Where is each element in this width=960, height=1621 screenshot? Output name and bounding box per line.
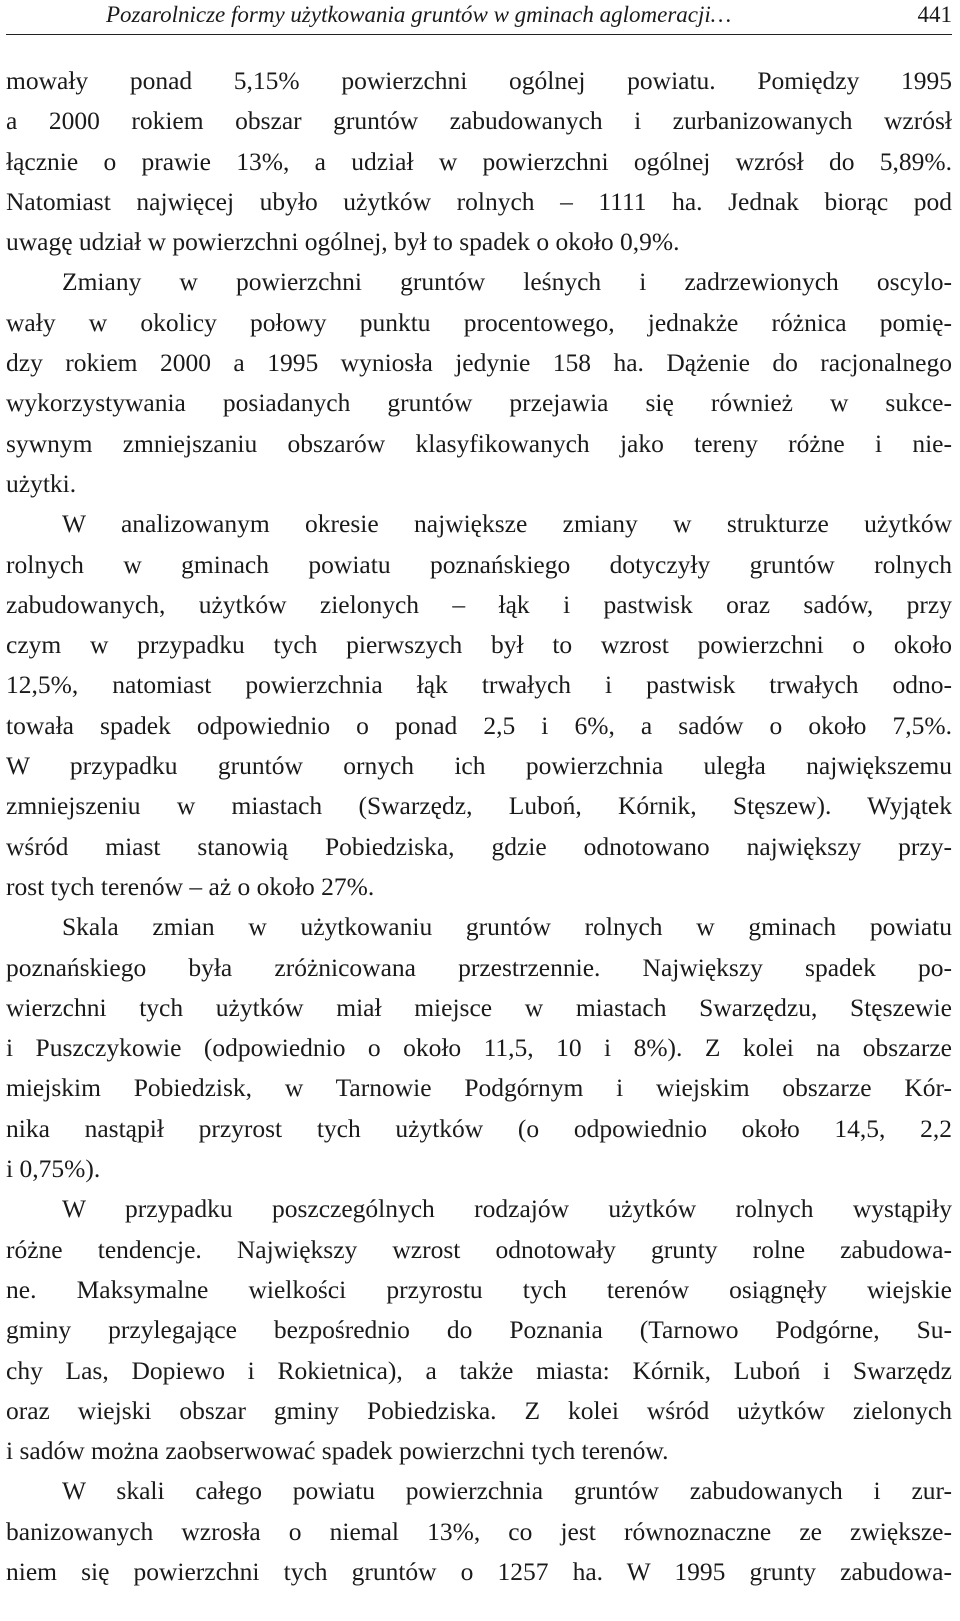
text-line: wierzchni tych użytków miał miejsce w miastach Swarzędzu, Stęszewie xyxy=(6,992,952,1022)
text-line: rost tych terenów – aż o około 27%. xyxy=(6,871,375,901)
text-line: miejskim Pobiedzisk, w Tarnowie Podgórnym i wiejskim obszarze Kór- xyxy=(6,1073,952,1103)
text-line: dzy rokiem 2000 a 1995 wyniosła jedynie 158 ha. Dążenie do racjonalnego xyxy=(6,348,952,378)
text-line: 12,5%, natomiast powierzchnia łąk trwałych i pastwisk trwałych odno- xyxy=(6,670,952,700)
running-header xyxy=(6,0,952,35)
text-line: wśród miast stanowią Pobiedziska, gdzie odnotowano największy przy- xyxy=(6,831,952,861)
body-text xyxy=(6,61,952,1592)
text-line: W przypadku gruntów ornych ich powierzchnia uległa największemu xyxy=(6,751,952,781)
text-line: zabudowanych, użytków zielonych – łąk i pastwisk oraz sadów, przy xyxy=(6,589,952,619)
text-line: ne. Maksymalne wielkości przyrostu tych terenów osiągnęły wiejskie xyxy=(6,1274,952,1304)
text-line: i sadów można zaobserwować spadek powierzchni tych terenów. xyxy=(6,1436,669,1466)
text-line: czym w przypadku tych pierwszych był to wzrost powierzchni o około xyxy=(6,630,952,660)
text-line: rolnych w gminach powiatu poznańskiego dotyczyły gruntów rolnych xyxy=(6,549,952,579)
text-line: różne tendencje. Największy wzrost odnotowały grunty rolne zabudowa- xyxy=(6,1234,952,1264)
text-line: Zmiany w powierzchni gruntów leśnych i zadrzewionych oscylo- xyxy=(62,267,952,297)
text-line: użytki. xyxy=(6,468,77,498)
text-line: i 0,75%). xyxy=(6,1154,101,1184)
text-line: poznańskiego była zróżnicowana przestrzennie. Największy spadek po- xyxy=(6,952,952,982)
text-line: Natomiast najwięcej ubyło użytków rolnych – 1111 ha. Jednak biorąc pod xyxy=(6,186,952,216)
text-line: Skala zmian w użytkowaniu gruntów rolnych w gminach powiatu xyxy=(62,912,952,942)
text-line: W analizowanym okresie największe zmiany w strukturze użytków xyxy=(62,509,952,539)
text-line: W przypadku poszczególnych rodzajów użytków rolnych wystąpiły xyxy=(62,1194,952,1224)
text-line: wykorzystywania posiadanych gruntów przejawia się również w sukce- xyxy=(6,388,952,418)
running-title: Pozarolnicze formy użytkowania gruntów w gminach aglomeracji… xyxy=(106,2,732,27)
text-line: towała spadek odpowiednio o ponad 2,5 i 6%, a sadów o około 7,5%. xyxy=(6,710,952,740)
text-line: mowały ponad 5,15% powierzchni ogólnej powiatu. Pomiędzy 1995 xyxy=(6,66,952,95)
text-line: łącznie o prawie 13%, a udział w powierzchni ogólnej wzrósł do 5,89%. xyxy=(6,146,952,176)
text-line: zmniejszeniu w miastach (Swarzędz, Luboń, Kórnik, Stęszew). Wyjątek xyxy=(6,791,952,821)
text-line: niem się powierzchni tych gruntów o 1257 ha. W 1995 grunty zabudowa- xyxy=(6,1556,952,1586)
text-line: uwagę udział w powierzchni ogólnej, był to spadek o około 0,9%. xyxy=(6,227,680,257)
text-line: banizowanych wzrosła o niemal 13%, co jest równoznaczne ze zwiększe- xyxy=(6,1516,952,1546)
text-line: W skali całego powiatu powierzchnia gruntów zabudowanych i zur- xyxy=(62,1476,952,1506)
text-line: nika nastąpił przyrost tych użytków (o odpowiednio około 14,5, 2,2 xyxy=(6,1113,952,1143)
text-line: a 2000 rokiem obszar gruntów zabudowanych i zurbanizowanych wzrósł xyxy=(6,106,952,136)
text-line: sywnym zmniejszaniu obszarów klasyfikowanych jako tereny różne i nie- xyxy=(6,428,952,458)
text-line: gminy przylegające bezpośrednio do Poznania (Tarnowo Podgórne, Su- xyxy=(6,1315,952,1345)
text-line: oraz wiejski obszar gminy Pobiedziska. Z kolei wśród użytków zielonych xyxy=(6,1395,952,1425)
page-number: 441 xyxy=(917,2,952,27)
text-line: chy Las, Dopiewo i Rokietnica), a także miasta: Kórnik, Luboń i Swarzędz xyxy=(6,1355,952,1385)
text-line: wały w okolicy połowy punktu procentowego, jednakże różnica pomię- xyxy=(6,307,952,337)
text-line: i Puszczykowie (odpowiednio o około 11,5, 10 i 8%). Z kolei na obszarze xyxy=(6,1033,952,1063)
